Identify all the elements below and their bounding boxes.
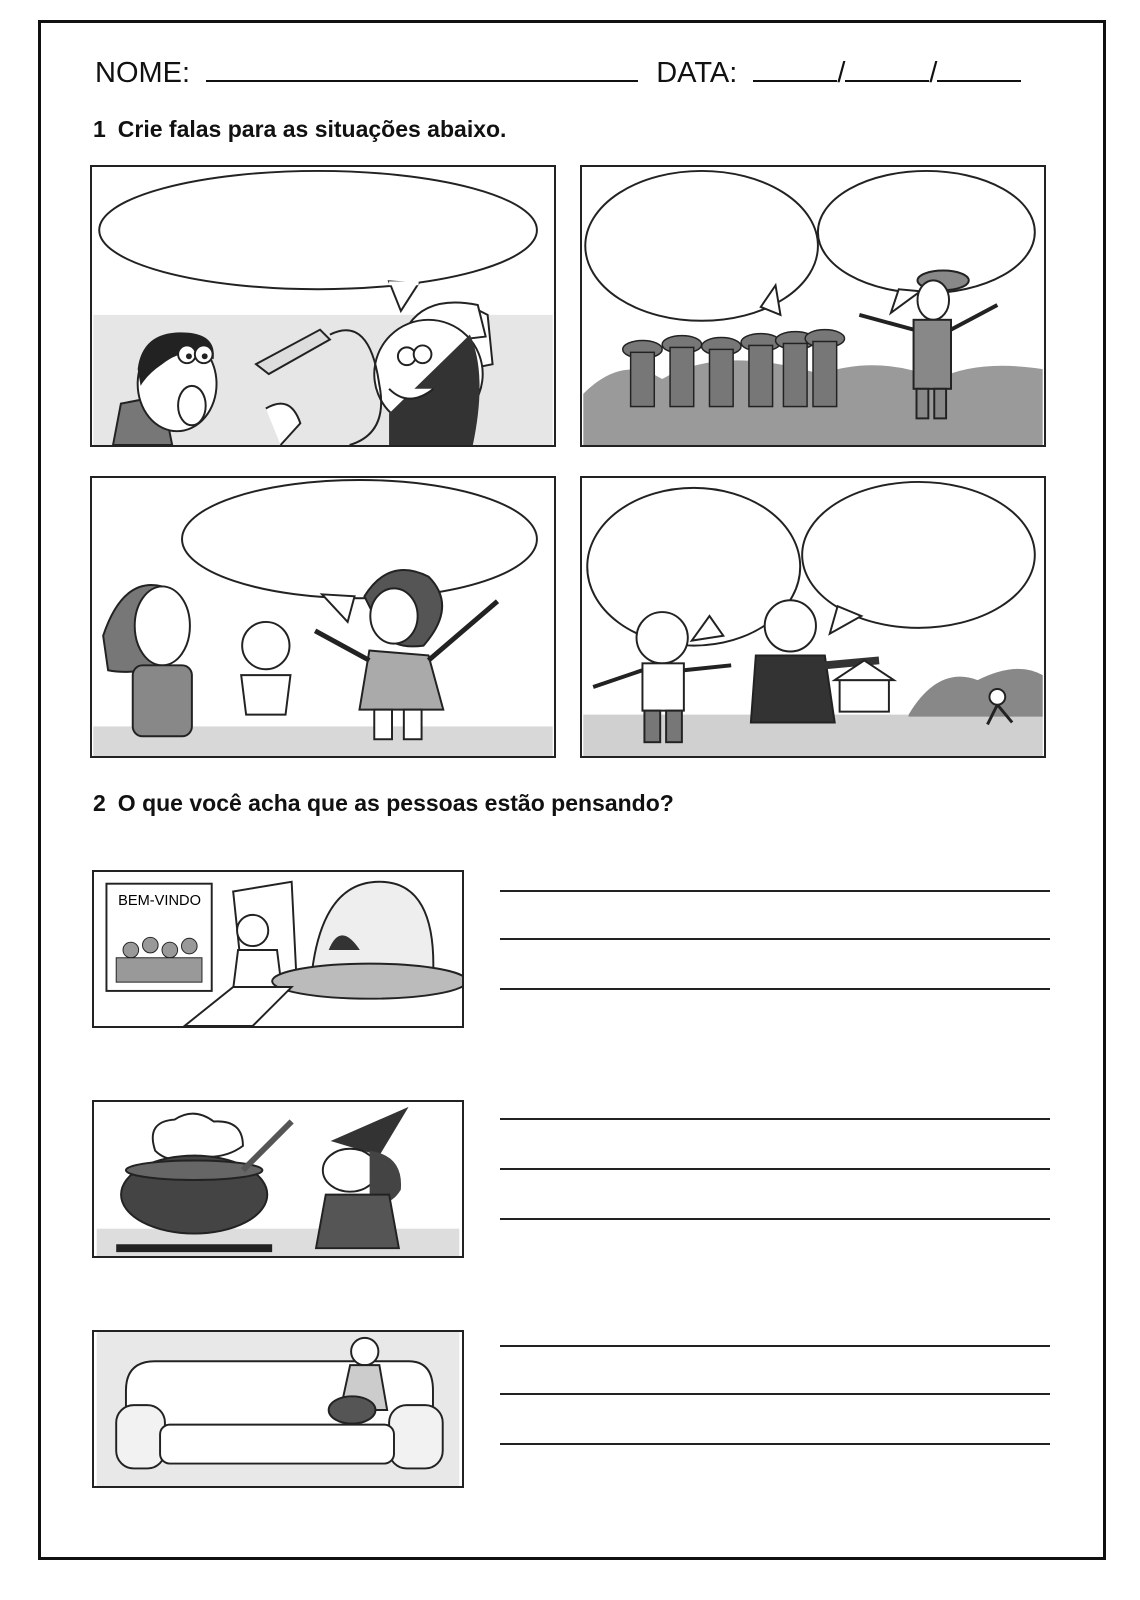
answer-line[interactable] [500, 890, 1050, 892]
boy-man-scene-illustration [582, 478, 1044, 756]
speech-bubble [182, 480, 537, 598]
banner-text: BEM-VINDO [118, 893, 201, 910]
date-separator: / [837, 57, 846, 89]
answer-line[interactable] [500, 1218, 1050, 1220]
date-separator: / [929, 57, 938, 89]
speech-bubble [99, 171, 537, 289]
scene-witch [92, 1100, 464, 1258]
question-text: O que você acha que as pessoas estão pensando? [117, 790, 674, 816]
answer-line[interactable] [500, 938, 1050, 940]
scene-sofa [92, 1330, 464, 1488]
comic-panel-woman-child [90, 476, 556, 758]
speech-bubble [585, 171, 818, 321]
comic-panel-scouts [580, 165, 1046, 447]
comic-panel-boy-man [580, 476, 1046, 758]
scouts-scene-illustration [582, 167, 1044, 445]
name-label: NOME: [95, 57, 191, 89]
date-day-field[interactable] [753, 52, 837, 82]
answer-line[interactable] [500, 1168, 1050, 1170]
nurse-scene-illustration [92, 167, 554, 445]
question-2-title [93, 790, 674, 817]
witch-scene-illustration [94, 1102, 462, 1256]
answer-line[interactable] [500, 1393, 1050, 1395]
date-label: DATA: [656, 57, 738, 89]
answer-line[interactable] [500, 1118, 1050, 1120]
welcome-scene-illustration [94, 872, 462, 1026]
answer-line[interactable] [500, 1345, 1050, 1347]
question-1-title [93, 116, 506, 143]
comic-panel-nurse [90, 165, 556, 447]
date-year-field[interactable] [937, 52, 1021, 82]
question-number: 1 [93, 116, 106, 142]
name-field[interactable] [206, 52, 638, 82]
date-month-field[interactable] [845, 52, 929, 82]
scene-welcome [92, 870, 464, 1028]
header [95, 52, 1021, 90]
answer-line[interactable] [500, 1443, 1050, 1445]
woman-child-scene-illustration [92, 478, 554, 756]
sofa-scene-illustration [94, 1332, 462, 1486]
answer-line[interactable] [500, 988, 1050, 990]
question-number: 2 [93, 790, 106, 816]
question-text: Crie falas para as situações abaixo. [117, 116, 507, 142]
